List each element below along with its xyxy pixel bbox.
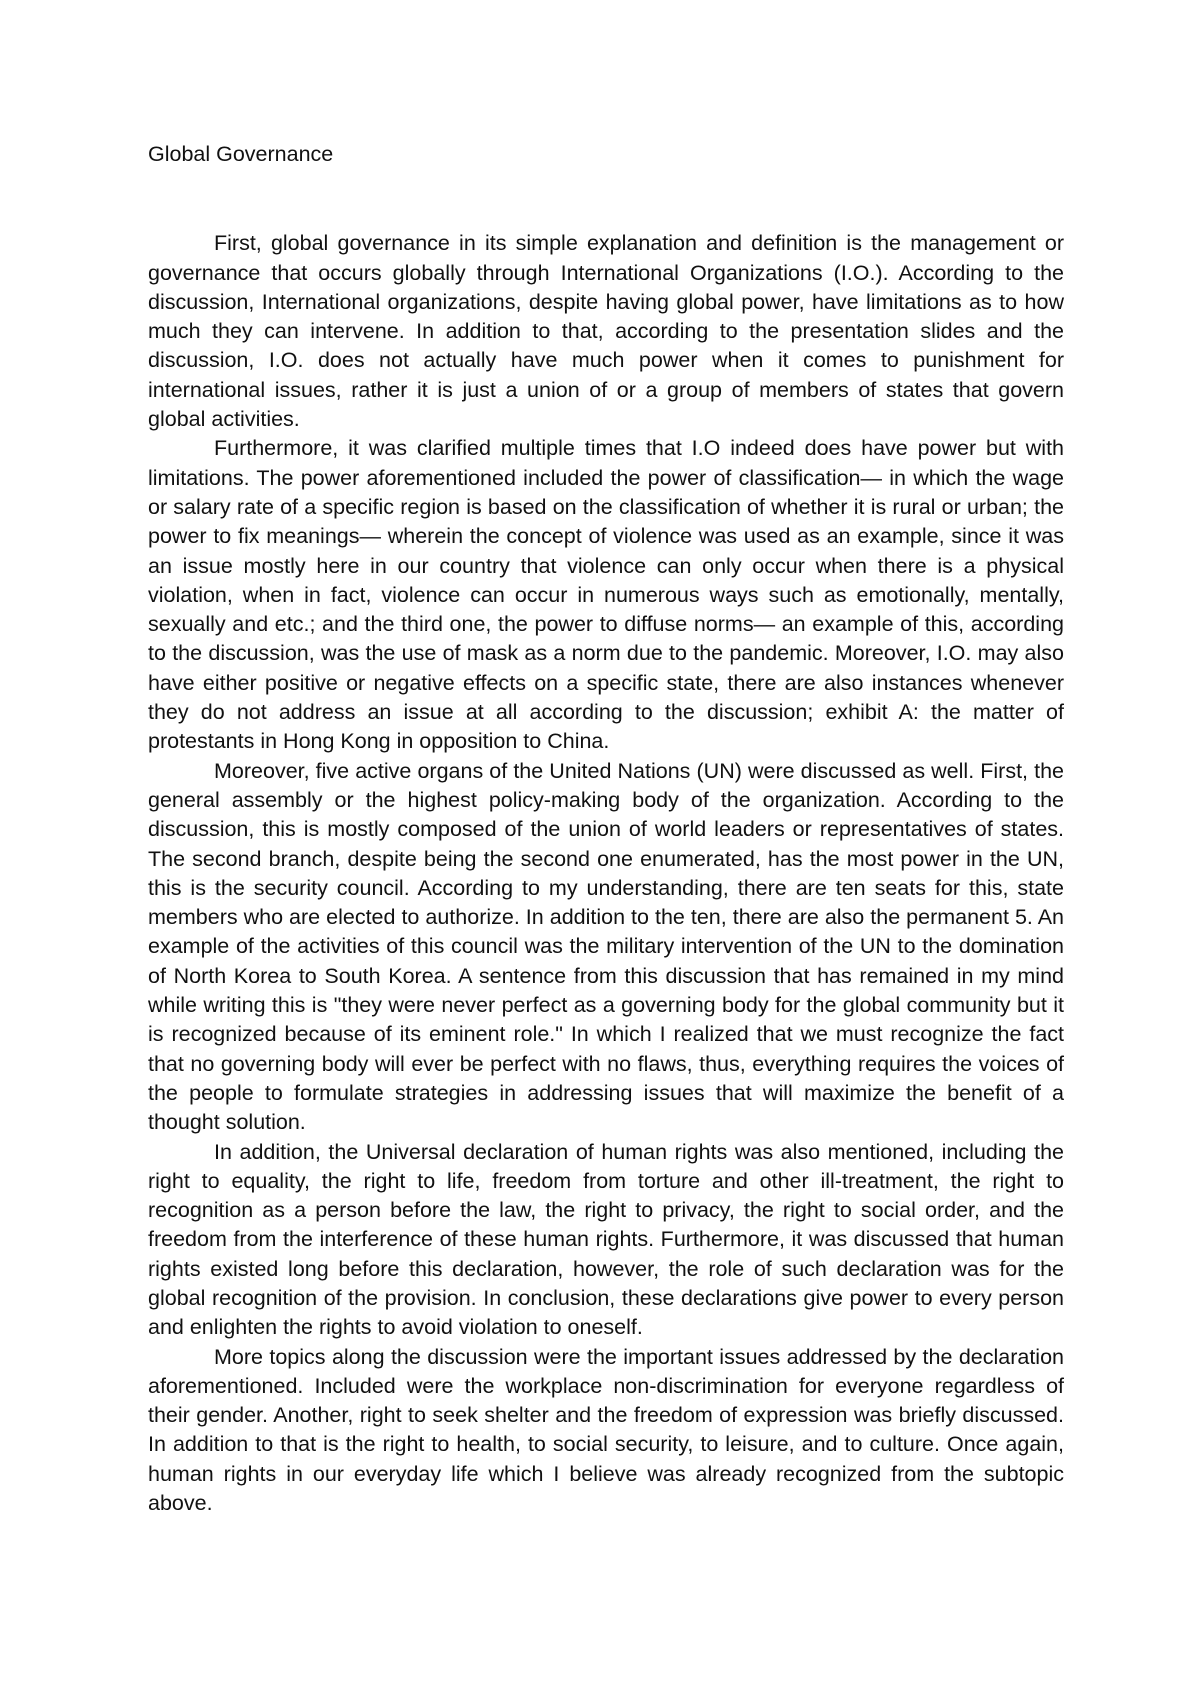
paragraph-5: More topics along the discussion were the important issues addressed by the declaration aforementioned. Included were the workplace non-discrimination for everyone regardless of their gender. Another, right to seek shelter and the freedom of expression was briefly discussed. In addition to that is the right to health, to social security, to leisure, and to culture. Once again, human rights in our everyday life which I believe was already recognized from the subtopic above. <box>148 1344 1064 1516</box>
paragraph-3: Moreover, five active organs of the United Nations (UN) were discussed as well. First, the general assembly or the highest policy-making body of the organization. According to the discussion, this is mostly composed of the union of world leaders or representatives of states. The second branch, despite being the second one enumerated, has the most power in the UN, this is the security council. According to my understanding, there are ten seats for this, state members who are elected to authorize. In addition to the ten, there are also the permanent 5. An example of the activities of this council was the military intervention of the UN to the domination of North Korea to South Korea. A sentence from this discussion that has remained in my mind while writing this is "they were never perfect as a governing body for the global community but it is recognized because of its eminent role." In which I realized that we must recognize the fact that no governing body will ever be perfect with no flaws, thus, everything requires the voices of the people to formulate strategies in addressing issues that will maximize the benefit of a thought solution. <box>148 758 1064 1135</box>
document-page <box>148 140 1064 1518</box>
paragraph-4: In addition, the Universal declaration of human rights was also mentioned, including the right to equality, the right to life, freedom from torture and other ill-treatment, the right to recognition as a person before the law, the right to privacy, the right to social order, and the freedom from the interference of these human rights. Furthermore, it was discussed that human rights existed long before this declaration, however, the role of such declaration was for the global recognition of the provision. In conclusion, these declarations give power to every person and enlighten the rights to avoid violation to oneself. <box>148 1139 1064 1340</box>
paragraph-2: Furthermore, it was clarified multiple times that I.O indeed does have power but with limitations. The power aforementioned included the power of classification— in which the wage or salary rate of a specific region is based on the classification of whether it is rural or urban; the power to fix meanings— wherein the concept of violence was used as an example, since it was an issue mostly here in our country that violence can only occur when there is a physical violation, when in fact, violence can occur in numerous ways such as emotionally, mentally, sexually and etc.; and the third one, the power to diffuse norms— an example of this, according to the discussion, was the use of mask as a norm due to the pandemic. Moreover, I.O. may also have either positive or negative effects on a specific state, there are also instances whenever they do not address an issue at all according to the discussion; exhibit A: the matter of protestants in Hong Kong in opposition to China. <box>148 436 1064 754</box>
document-title: Global Governance <box>148 142 334 166</box>
paragraph-1: First, global governance in its simple explanation and definition is the management or governance that occurs globally through International Organizations (I.O.). According to the discussion, International organizations, despite having global power, have limitations as to how much they can intervene. In addition to that, according to the presentation slides and the discussion, I.O. does not actually have much power when it comes to punishment for international issues, rather it is just a union of or a group of members of states that govern global activities. <box>148 231 1064 432</box>
